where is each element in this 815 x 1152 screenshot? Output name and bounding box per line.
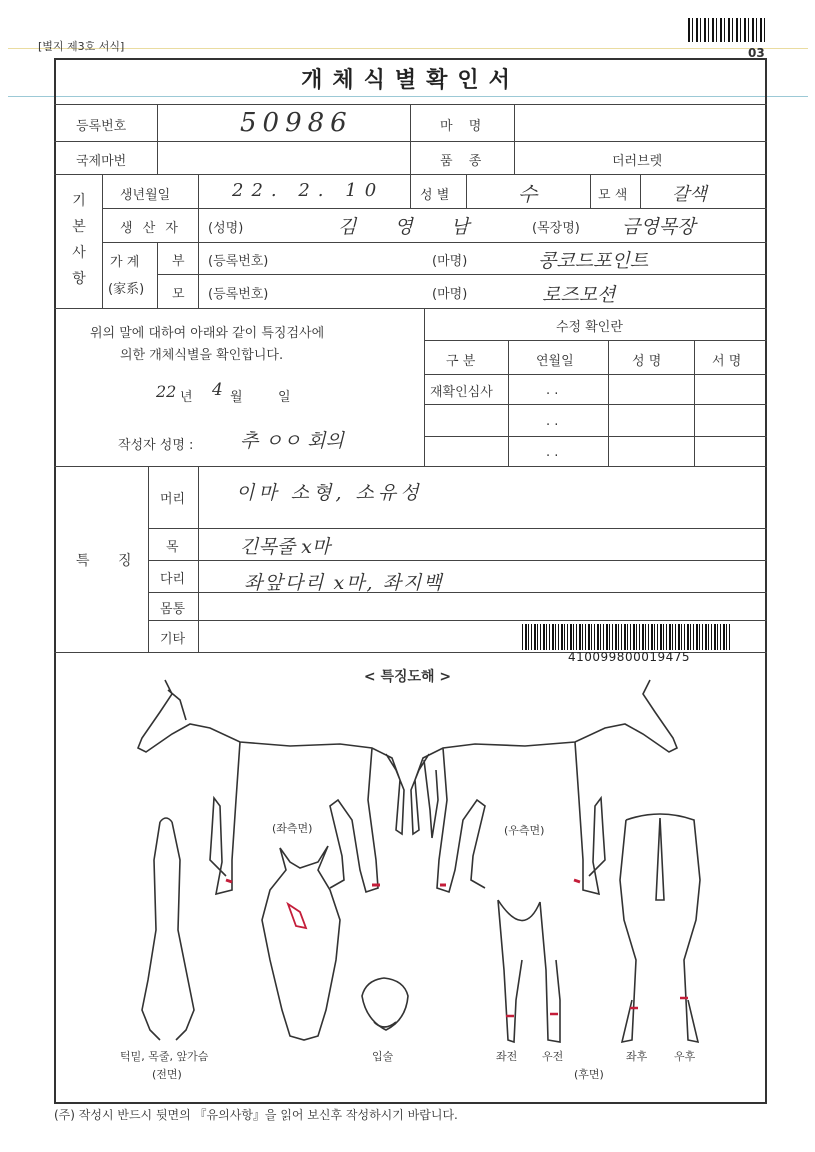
figure-title: < 특징도해 > — [363, 669, 452, 685]
confirm-year-suffix: 년 — [180, 390, 193, 405]
revision-date-3: . . — [546, 445, 559, 460]
right-side-label: (우측면) — [504, 824, 545, 837]
registration-no-value: 50986 — [240, 108, 353, 138]
head-label: 머리 — [160, 492, 186, 507]
author-signature: 추 ㅇㅇ 회의 — [240, 430, 344, 452]
front-label: (전면) — [152, 1068, 182, 1081]
sire-name-value: 콩코드포인트 — [538, 250, 649, 272]
horse-front-neck-diagram — [142, 818, 194, 1040]
horse-rear-diagram — [620, 814, 700, 1042]
confirm-text-1: 위의 말에 대하여 아래와 같이 특징검사에 — [90, 326, 325, 341]
head-value: 이마 소형, 소유성 — [236, 482, 423, 504]
author-label: 작성자 성명 : — [118, 438, 194, 453]
producer-name-label: (성명) — [208, 221, 244, 236]
sire-name-label: (마명) — [432, 254, 468, 269]
revision-header-name: 성 명 — [632, 354, 662, 369]
hind-right-label: 우후 — [674, 1050, 696, 1063]
other-label: 기타 — [160, 632, 186, 647]
sex-label: 성 별 — [420, 188, 450, 203]
birth-value: 22. 2. 10 — [232, 180, 385, 201]
farm-label: (목장명) — [532, 221, 580, 236]
basic-section-label: 기 본 사 항 — [72, 193, 86, 287]
page-number: 03 — [748, 46, 765, 60]
dam-label: 모 — [172, 287, 185, 302]
revision-header-sign: 서 명 — [712, 354, 742, 369]
horse-front-legs-diagram — [498, 900, 560, 1042]
features-section-label: 특 징 — [76, 553, 144, 569]
left-side-label: (좌측면) — [272, 822, 313, 835]
birth-label: 생년월일 — [120, 188, 171, 203]
revision-title: 수정 확인란 — [556, 320, 623, 335]
rear-label: (후면) — [574, 1068, 604, 1081]
color-label: 모 색 — [598, 188, 628, 203]
horse-lips-diagram — [362, 978, 408, 1030]
fore-left-label: 좌전 — [496, 1050, 518, 1063]
fore-right-label: 우전 — [542, 1050, 564, 1063]
pedigree-hanja: (家系) — [108, 282, 145, 297]
revision-header-date: 연월일 — [536, 354, 574, 369]
legs-value: 좌앞다리 x마, 좌지백 — [244, 572, 444, 594]
hind-left-label: 좌후 — [626, 1050, 648, 1063]
producer-name-value: 김 영 남 — [338, 216, 486, 238]
dam-name-label: (마명) — [432, 287, 468, 302]
breed-label: 품 종 — [440, 154, 488, 169]
barcode-number: 410099800019475 — [568, 650, 691, 664]
lips-label: 입술 — [372, 1050, 394, 1063]
intl-name-label: 국제마번 — [76, 154, 127, 169]
neck-value: 긴목줄 x마 — [240, 536, 331, 558]
confirm-month-suffix: 월 — [230, 390, 243, 405]
farm-value: 금영목장 — [622, 216, 696, 238]
dam-name-value: 로즈모션 — [542, 284, 616, 306]
horse-head-front-diagram — [262, 846, 340, 1040]
confirm-text-2: 의한 개체식별을 확인합니다. — [120, 348, 284, 363]
breed-value: 더러브렛 — [612, 154, 663, 169]
revision-date-1: . . — [546, 383, 559, 398]
revision-date-2: . . — [546, 414, 559, 429]
legs-label: 다리 — [160, 572, 186, 587]
horse-right-side-diagram — [411, 680, 677, 894]
front-caption: 턱밑, 목줄, 앞가슴 — [120, 1050, 209, 1063]
registration-no-label: 등록번호 — [76, 119, 127, 134]
revision-header-type: 구 분 — [446, 354, 476, 369]
page-title: 개체식별확인서 — [301, 68, 520, 93]
horse-left-side-diagram — [138, 680, 404, 894]
confirm-month: 4 — [212, 380, 223, 400]
revision-row1-label: 재확인심사 — [430, 385, 493, 400]
sex-value: 수 — [518, 182, 538, 206]
horse-name-label: 마 명 — [440, 119, 488, 134]
pedigree-label: 가 계 — [110, 255, 140, 270]
form-note: [별지 제3호 서식] — [38, 40, 125, 53]
body-label: 몸통 — [160, 602, 186, 617]
confirm-year: 22 — [156, 382, 177, 401]
sire-reg-label: (등록번호) — [208, 254, 269, 269]
sire-label: 부 — [172, 254, 185, 269]
producer-label: 생 산 자 — [120, 221, 181, 236]
confirm-day-suffix: 일 — [278, 390, 291, 405]
dam-reg-label: (등록번호) — [208, 287, 269, 302]
neck-label: 목 — [166, 540, 179, 555]
color-value: 갈색 — [672, 184, 707, 205]
footer-note: (주) 작성시 반드시 뒷면의 『유의사항』을 읽어 보신후 작성하시기 바랍니다. — [54, 1108, 458, 1122]
